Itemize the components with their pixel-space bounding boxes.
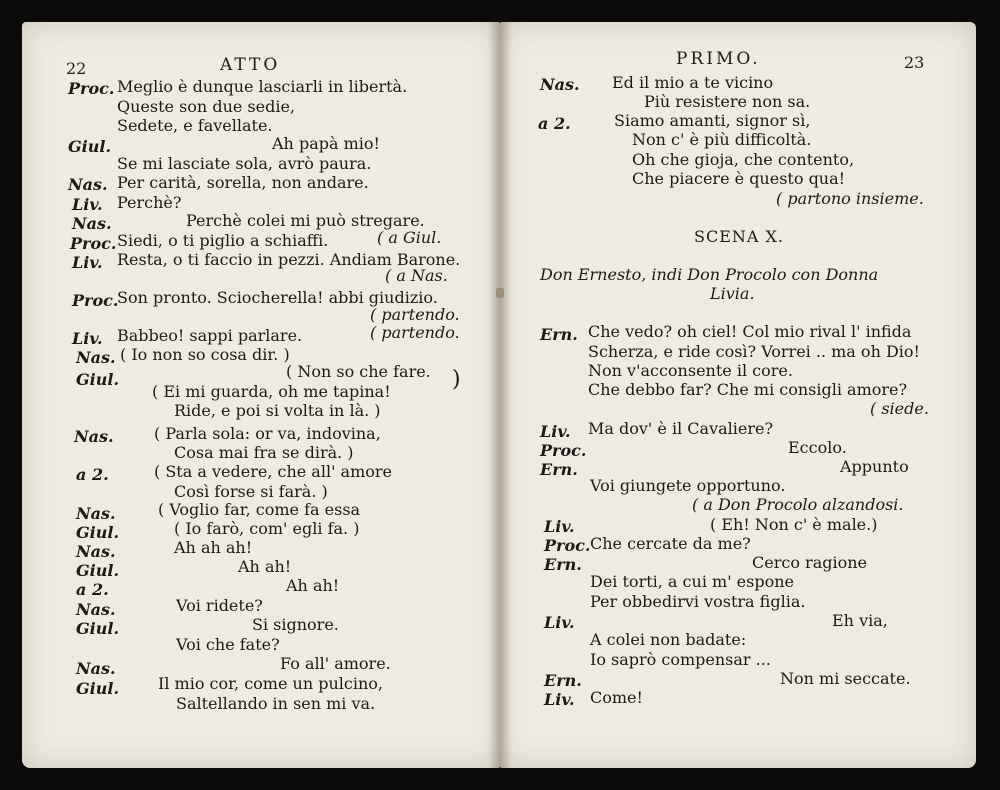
- verse-line: Meglio è dunque lasciarli in libertà.: [117, 77, 408, 96]
- verse-line: Non mi seccate.: [780, 669, 911, 688]
- scene-heading: SCENA X.: [694, 227, 784, 246]
- speaker-label: Giul.: [76, 370, 120, 389]
- speaker-label: a 2.: [76, 465, 109, 484]
- verse-line: Queste son due sedie,: [117, 97, 296, 116]
- verse-line: Scherza, e ride così? Vorrei .. ma oh Dio!: [588, 342, 920, 361]
- speaker-label: Nas.: [76, 504, 116, 523]
- page-number: 23: [904, 53, 925, 72]
- verse-line: Che cercate da me?: [590, 534, 751, 553]
- speaker-label: Nas.: [68, 175, 108, 194]
- verse-line: Ah ah!: [286, 576, 340, 595]
- speaker-label: Giul.: [76, 679, 120, 698]
- verse-line: Voi giungete opportuno.: [590, 476, 786, 495]
- verse-line: Si signore.: [252, 615, 339, 634]
- verse-line: A colei non badate:: [590, 630, 747, 649]
- stage-direction: ( siede.: [870, 399, 929, 418]
- stage-direction: ( a Don Procolo alzandosi.: [692, 495, 904, 514]
- speaker-label: Liv.: [544, 690, 575, 709]
- speaker-label: Nas.: [76, 659, 116, 678]
- verse-line: Così forse si farà. ): [174, 482, 328, 501]
- verse-line: Eccolo.: [788, 438, 847, 457]
- speaker-label: Ern.: [540, 325, 578, 344]
- speaker-label: Nas.: [72, 214, 112, 233]
- running-header: PRIMO.: [676, 49, 761, 69]
- verse-line: Non v'acconsente il core.: [588, 361, 793, 380]
- stage-direction: ( partono insieme.: [776, 189, 924, 208]
- speaker-label: Giul.: [76, 523, 120, 542]
- stage-direction: ( partendo.: [370, 323, 460, 342]
- verse-line: Ma dov' è il Cavaliere?: [588, 419, 774, 438]
- speaker-label: Giul.: [76, 619, 120, 638]
- verse-line: ( Eh! Non c' è male.): [710, 515, 878, 534]
- verse-line: Che debbo far? Che mi consigli amore?: [588, 380, 908, 399]
- verse-line: Ah papà mio!: [272, 134, 380, 153]
- speaker-label: Nas.: [76, 542, 116, 561]
- verse-line: Ah ah ah!: [174, 538, 253, 557]
- verse-line: Più resistere non sa.: [644, 92, 811, 111]
- speaker-label: Nas.: [74, 427, 114, 446]
- verse-line: Non c' è più difficoltà.: [632, 130, 812, 149]
- stage-direction: ( a Giul.: [377, 228, 442, 247]
- speaker-label: Nas.: [76, 600, 116, 619]
- speaker-label: Ern.: [544, 555, 582, 574]
- verse-line: Oh che gioja, che contento,: [632, 150, 855, 169]
- verse-line: Per obbedirvi vostra figlia.: [590, 592, 806, 611]
- binding-stitch: [496, 288, 504, 298]
- speaker-label: Nas.: [76, 348, 116, 367]
- speaker-label: Liv.: [544, 517, 575, 536]
- speaker-label: Giul.: [68, 137, 112, 156]
- verse-line: Se mi lasciate sola, avrò paura.: [117, 154, 372, 173]
- speaker-label: Liv.: [72, 253, 103, 272]
- verse-line: Come!: [590, 688, 643, 707]
- speaker-label: Liv.: [540, 422, 571, 441]
- verse-line: Babbeo! sappi parlare.: [117, 326, 303, 345]
- verse-line: Che piacere è questo qua!: [632, 169, 846, 188]
- speaker-label: Nas.: [540, 75, 580, 94]
- verse-line: Perchè colei mi può stregare.: [186, 211, 425, 230]
- scene-description: Don Ernesto, indi Don Procolo con Donna: [540, 265, 879, 284]
- verse-line: ( Ei mi guarda, oh me tapina!: [152, 382, 391, 401]
- stage-direction: ( partendo.: [370, 305, 460, 324]
- verse-line: Siamo amanti, signor sì,: [614, 111, 811, 130]
- verse-line: Cerco ragione: [752, 553, 867, 572]
- verse-line: Resta, o ti faccio in pezzi. Andiam Barone.: [117, 250, 461, 269]
- speaker-label: Proc.: [68, 79, 115, 98]
- verse-line: Eh via,: [832, 611, 888, 630]
- verse-line: Appunto: [840, 457, 909, 476]
- verse-line: Siedi, o ti piglio a schiaffi.: [117, 231, 329, 250]
- speaker-label: Ern.: [544, 671, 582, 690]
- verse-line: Cosa mai fra se dirà. ): [174, 443, 354, 462]
- running-header: ATTO: [220, 55, 281, 75]
- speaker-label: Proc.: [540, 441, 587, 460]
- speaker-label: a 2.: [76, 580, 109, 599]
- verse-line: ( Io non so cosa dir. ): [120, 345, 290, 364]
- verse-line: Perchè?: [117, 193, 182, 212]
- verse-line: Dei torti, a cui m' espone: [590, 572, 795, 591]
- page-number: 22: [66, 59, 87, 78]
- stage-direction: ( a Nas.: [385, 266, 448, 285]
- speaker-label: Proc.: [544, 536, 591, 555]
- speaker-label: Liv.: [544, 613, 575, 632]
- verse-line: Ride, e poi si volta in là. ): [174, 401, 381, 420]
- speaker-label: Proc.: [72, 291, 119, 310]
- verse-line: Per carità, sorella, non andare.: [117, 173, 369, 192]
- verse-line: Io saprò compensar ...: [590, 650, 771, 669]
- brace: ): [452, 367, 461, 392]
- verse-line: Sedete, e favellate.: [117, 116, 273, 135]
- verse-line: Saltellando in sen mi va.: [176, 694, 376, 713]
- speaker-label: Proc.: [70, 234, 117, 253]
- speaker-label: Giul.: [76, 561, 120, 580]
- verse-line: Voi che fate?: [176, 635, 280, 654]
- verse-line: Ed il mio a te vicino: [612, 73, 774, 92]
- verse-line: Il mio cor, come un pulcino,: [158, 674, 383, 693]
- speaker-label: Liv.: [72, 195, 103, 214]
- book-gutter: [488, 22, 512, 768]
- speaker-label: a 2.: [538, 114, 571, 133]
- verse-line: ( Non so che fare.: [286, 362, 431, 381]
- verse-line: ( Io farò, com' egli fa. ): [174, 519, 360, 538]
- verse-line: Ah ah!: [238, 557, 292, 576]
- verse-line: ( Sta a vedere, che all' amore: [154, 462, 393, 481]
- speaker-label: Liv.: [72, 329, 103, 348]
- verse-line: ( Parla sola: or va, indovina,: [154, 424, 381, 443]
- verse-line: Fo all' amore.: [280, 654, 391, 673]
- verse-line: ( Voglio far, come fa essa: [158, 500, 361, 519]
- verse-line: Voi ridete?: [176, 596, 263, 615]
- verse-line: Son pronto. Sciocherella! abbi giudizio.: [117, 288, 438, 307]
- scene-description: Livia.: [710, 284, 755, 303]
- speaker-label: Ern.: [540, 460, 578, 479]
- verse-line: Che vedo? oh ciel! Col mio rival l' infida: [588, 322, 912, 341]
